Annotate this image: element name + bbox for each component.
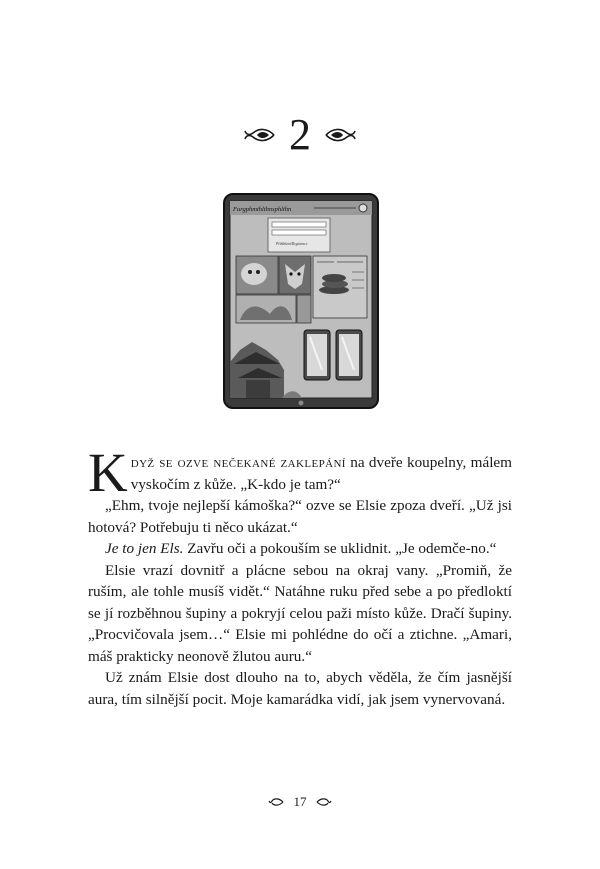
paragraph-1	[88, 442, 512, 503]
right-flourish-icon	[325, 125, 357, 145]
paragraph-2: „Ehm, tvoje nejlepší kámoška?“ ozve se Elsie zpoza dveří. „Už jsi hotová? Potřebuju ti něco ukázat.“	[88, 497, 512, 536]
drop-cap: K	[88, 442, 128, 503]
chapter-heading	[0, 110, 600, 160]
chapter-number: 2	[289, 110, 311, 159]
tablet-illustration	[222, 192, 380, 410]
left-ornament-icon	[268, 797, 284, 807]
paragraph-3-italic: Je to jen Els.	[105, 540, 184, 557]
tablet-title: Furgphmthlthnsphlthn	[233, 206, 292, 213]
paragraph-3-rest: Zavřu oči a pokouším se uklidnit. „Je odemče-no.“	[183, 540, 497, 557]
home-button-icon	[299, 401, 304, 406]
page-footer	[0, 793, 600, 810]
browser-button-icon	[359, 204, 367, 212]
left-flourish-icon	[243, 125, 275, 145]
chapter-text	[88, 442, 512, 710]
paragraph-4: Elsie vrazí dovnitř a plácne sebou na okraj vany. „Promiň, že ruším, ale tohle musíš vidět.“ Natáhne ruku před sebe a po předloktí se jí rozběhnou šupiny a pokryjí celou paži místo kůže. Dračí šupiny. „Procvičovala jsem…“ Elsie mi pohlédne do očí a ztichne. „Amari, máš prakticky neonově žlutou auru.“	[88, 561, 512, 665]
login-caption: Přihlášení/Registrace	[276, 242, 308, 246]
page-number: 17	[293, 794, 307, 810]
paragraph-3	[88, 538, 512, 560]
paragraph-5: Už znám Elsie dost dlouho na to, abych věděla, že čím jasnější aura, tím silnější pocit. Moje kamarádka vidí, jak jsem vynervovaná.	[88, 669, 512, 708]
opening-small-caps: dyž se ozve nečekané zaklepání	[130, 454, 346, 471]
right-ornament-icon	[316, 797, 332, 807]
paragraph-1-rest: na dveře koupelny, málem vyskočím z kůže. „K-kdo je tam?“	[130, 454, 512, 493]
